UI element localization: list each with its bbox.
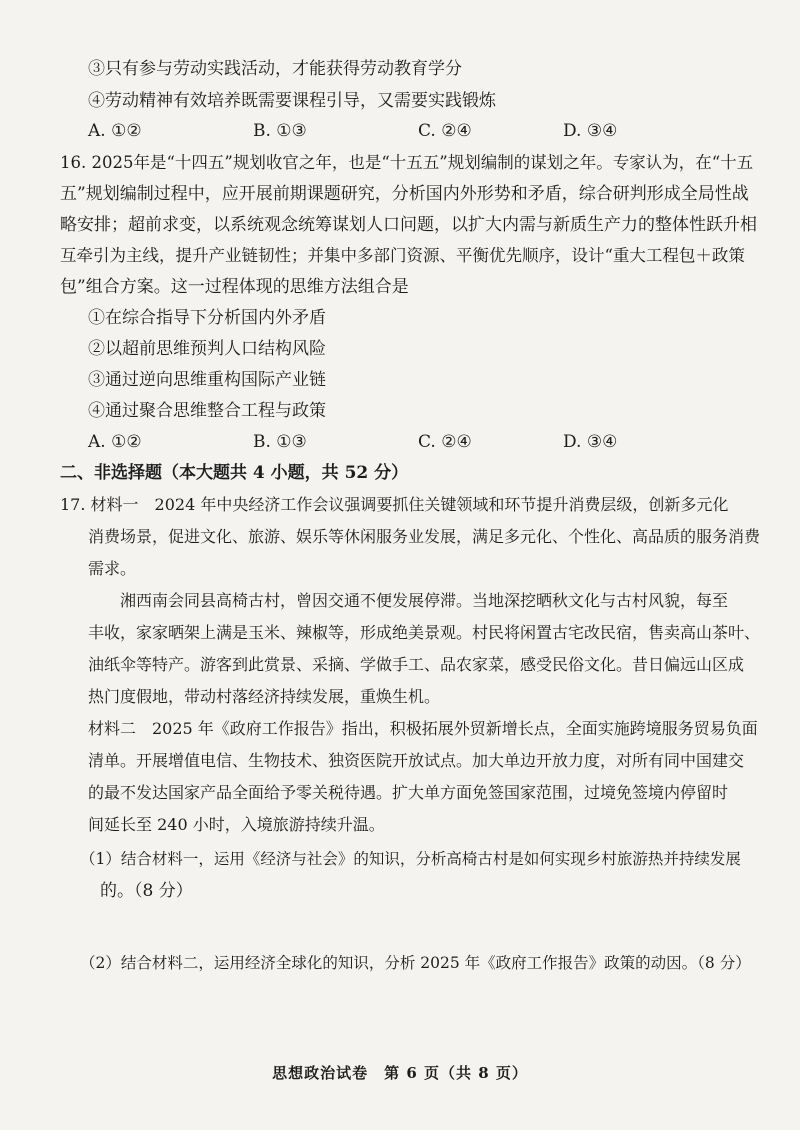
q17-material1b-line-4: 热门度假地，带动村落经济持续发展，重焕生机。 [88, 687, 441, 706]
q17-material2-line-2: 清单。开展增值电信、生物技术、独资医院开放试点。加大单边开放力度，对所有同中国建交 [88, 751, 745, 770]
q16-item-3: ③通过逆向思维重构国际产业链 [88, 370, 326, 390]
q15-item-3: ③只有参与劳动实践活动，才能获得劳动教育学分 [88, 59, 462, 79]
q17-material1b-line-3: 油纸伞等特产。游客到此赏景、采摘、学做手工、品农家菜，感受民俗文化。昔日偏远山区成 [88, 655, 745, 674]
section-2-heading: 二、非选择题（本大题共 4 小题，共 52 分） [60, 463, 409, 483]
q17-material1-line-1: 17. 材料一 2024 年中央经济工作会议强调要抓住关键领域和环节提升消费层级，创新多元化 [60, 495, 729, 514]
q15-options [88, 118, 708, 144]
q17-material2-line-1: 材料二 2025 年《政府工作报告》指出，积极拓展外贸新增长点，全面实施跨境服务贸易负面 [88, 719, 758, 738]
q17-material1b-line-1: 湘西南会同县高椅古村，曾因交通不便发展停滞。当地深挖晒秋文化与古村风貌，每至 [120, 591, 729, 610]
q15-option-a: A. ①② [88, 121, 142, 141]
q16-stem-line-2: 五”规划编制过程中，应开展前期课题研究，分析国内外形势和矛盾，综合研判形成全局性战 [60, 184, 749, 204]
q16-stem-line-1: 16. 2025年是“十四五”规划收官之年，也是“十五五”规划编制的谋划之年。专家认为，在“十五 [60, 153, 754, 172]
q16-options [88, 429, 708, 455]
q16-option-b: B. ①③ [253, 432, 307, 452]
q17-material1-line-2: 消费场景，促进文化、旅游、娱乐等休闲服务业发展，满足多元化、个性化、高品质的服务消费 [88, 527, 761, 546]
q16-option-d: D. ③④ [563, 432, 618, 452]
q16-option-a: A. ①② [88, 432, 142, 452]
q17-sub2: （2）结合材料二，运用经济全球化的知识，分析 2025 年《政府工作报告》政策的动因。（8 分） [80, 954, 751, 972]
q16-stem-line-4: 互牵引为主线，提升产业链韧性；并集中多部门资源、平衡优先顺序，设计“重大工程包＋政策 [60, 246, 745, 265]
q15-option-c: C. ②④ [418, 121, 472, 141]
q15-option-d: D. ③④ [563, 121, 618, 141]
q16-stem-line-3: 略安排；超前求变，以系统观念统筹谋划人口问题，以扩大内需与新质生产力的整体性跃升相 [60, 215, 757, 235]
q16-item-4: ④通过聚合思维整合工程与政策 [88, 401, 326, 421]
page-footer: 思想政治试卷 第 6 页（共 8 页） [272, 1064, 528, 1082]
q17-material1b-line-2: 丰收，家家晒架上满是玉米、辣椒等，形成绝美景观。村民将闲置古宅改民宿，售卖高山茶叶、 [88, 623, 761, 642]
q17-material1-line-3: 需求。 [88, 559, 137, 578]
q16-item-2: ②以超前思维预判人口结构风险 [88, 339, 326, 359]
q16-stem-line-5: 包”组合方案。这一过程体现的思维方法组合是 [60, 277, 409, 297]
q17-sub1-line-2: 的。（8 分） [100, 881, 193, 901]
q17-sub1-line-1: （1）结合材料一，运用《经济与社会》的知识，分析高椅古村是如何实现乡村旅游热并持续发展 [80, 850, 741, 868]
q16-item-1: ①在综合指导下分析国内外矛盾 [88, 308, 326, 328]
q17-material2-line-3: 的最不发达国家产品全面给予零关税待遇。扩大单方面免签国家范围，过境免签境内停留时 [88, 783, 729, 802]
q16-option-c: C. ②④ [418, 432, 472, 452]
q17-material2-line-4: 间延长至 240 小时，入境旅游持续升温。 [88, 815, 385, 834]
q15-option-b: B. ①③ [253, 121, 307, 141]
q15-item-4: ④劳动精神有效培养既需要课程引导，又需要实践锻炼 [88, 91, 496, 111]
